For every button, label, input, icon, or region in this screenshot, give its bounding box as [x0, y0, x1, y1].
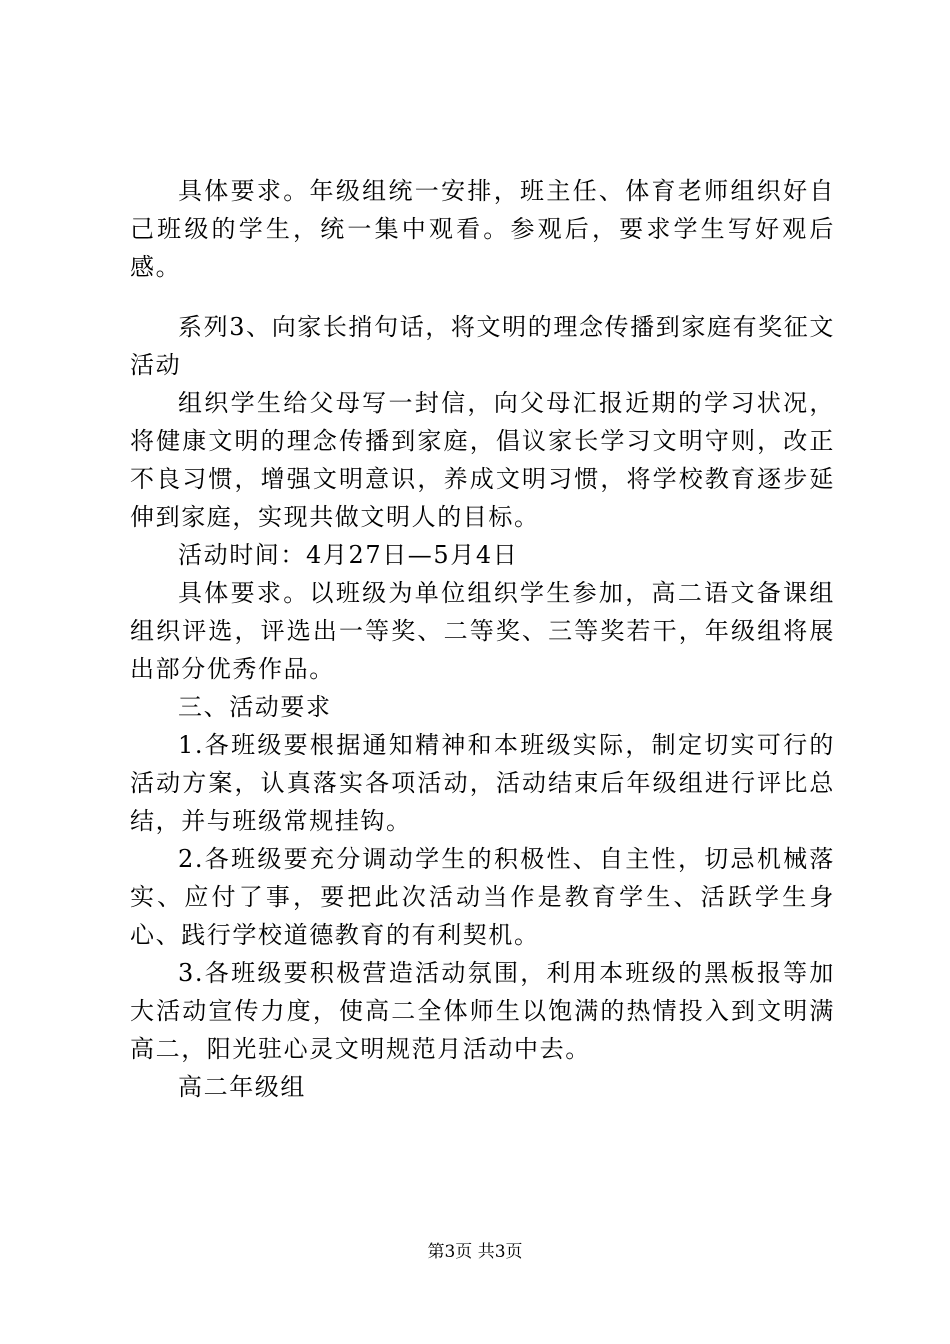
paragraph-letter-activity: 组织学生给父母写一封信，向父母汇报近期的学习状况，将健康文明的理念传播到家庭，倡议家长学习文明守则，改正不良习惯，增强文明意识，养成文明习惯，将学校教育逐步延伸到家庭，实现共做文明人的目标。 — [130, 389, 835, 531]
paragraph-viewing-requirements: 具体要求。年级组统一安排，班主任、体育老师组织好自己班级的学生，统一集中观看。参观后，要求学生写好观后感。 — [130, 177, 835, 281]
paragraph-requirement-1: 1.各班级要根据通知精神和本班级实际，制定切实可行的活动方案，认真落实各项活动，活动结束后年级组进行评比总结，并与班级常规挂钩。 — [130, 731, 835, 835]
paragraph-contest-requirements: 具体要求。以班级为单位组织学生参加，高二语文备课组组织评选，评选出一等奖、二等奖、三等奖若干，年级组将展出部分优秀作品。 — [130, 579, 835, 683]
document-body — [130, 172, 835, 1106]
paragraph-requirement-2: 2.各班级要充分调动学生的积极性、自主性，切忌机械落实、应付了事，要把此次活动当作是教育学生、活跃学生身心、践行学校道德教育的有利契机。 — [130, 845, 835, 949]
section-heading-activity-requirements: 三、活动要求 — [178, 693, 332, 721]
paragraph-series-3-title: 系列3、向家长捎句话，将文明的理念传播到家庭有奖征文活动 — [130, 313, 835, 379]
paragraph-activity-time: 活动时间：4月27日—5月4日 — [178, 541, 519, 569]
page-number-footer: 第3页 共3页 — [427, 1242, 523, 1262]
signature-grade-group: 高二年级组 — [178, 1073, 306, 1101]
paragraph-requirement-3: 3.各班级要积极营造活动氛围，利用本班级的黑板报等加大活动宣传力度，使高二全体师生以饱满的热情投入到文明满高二，阳光驻心灵文明规范月活动中去。 — [130, 959, 835, 1063]
